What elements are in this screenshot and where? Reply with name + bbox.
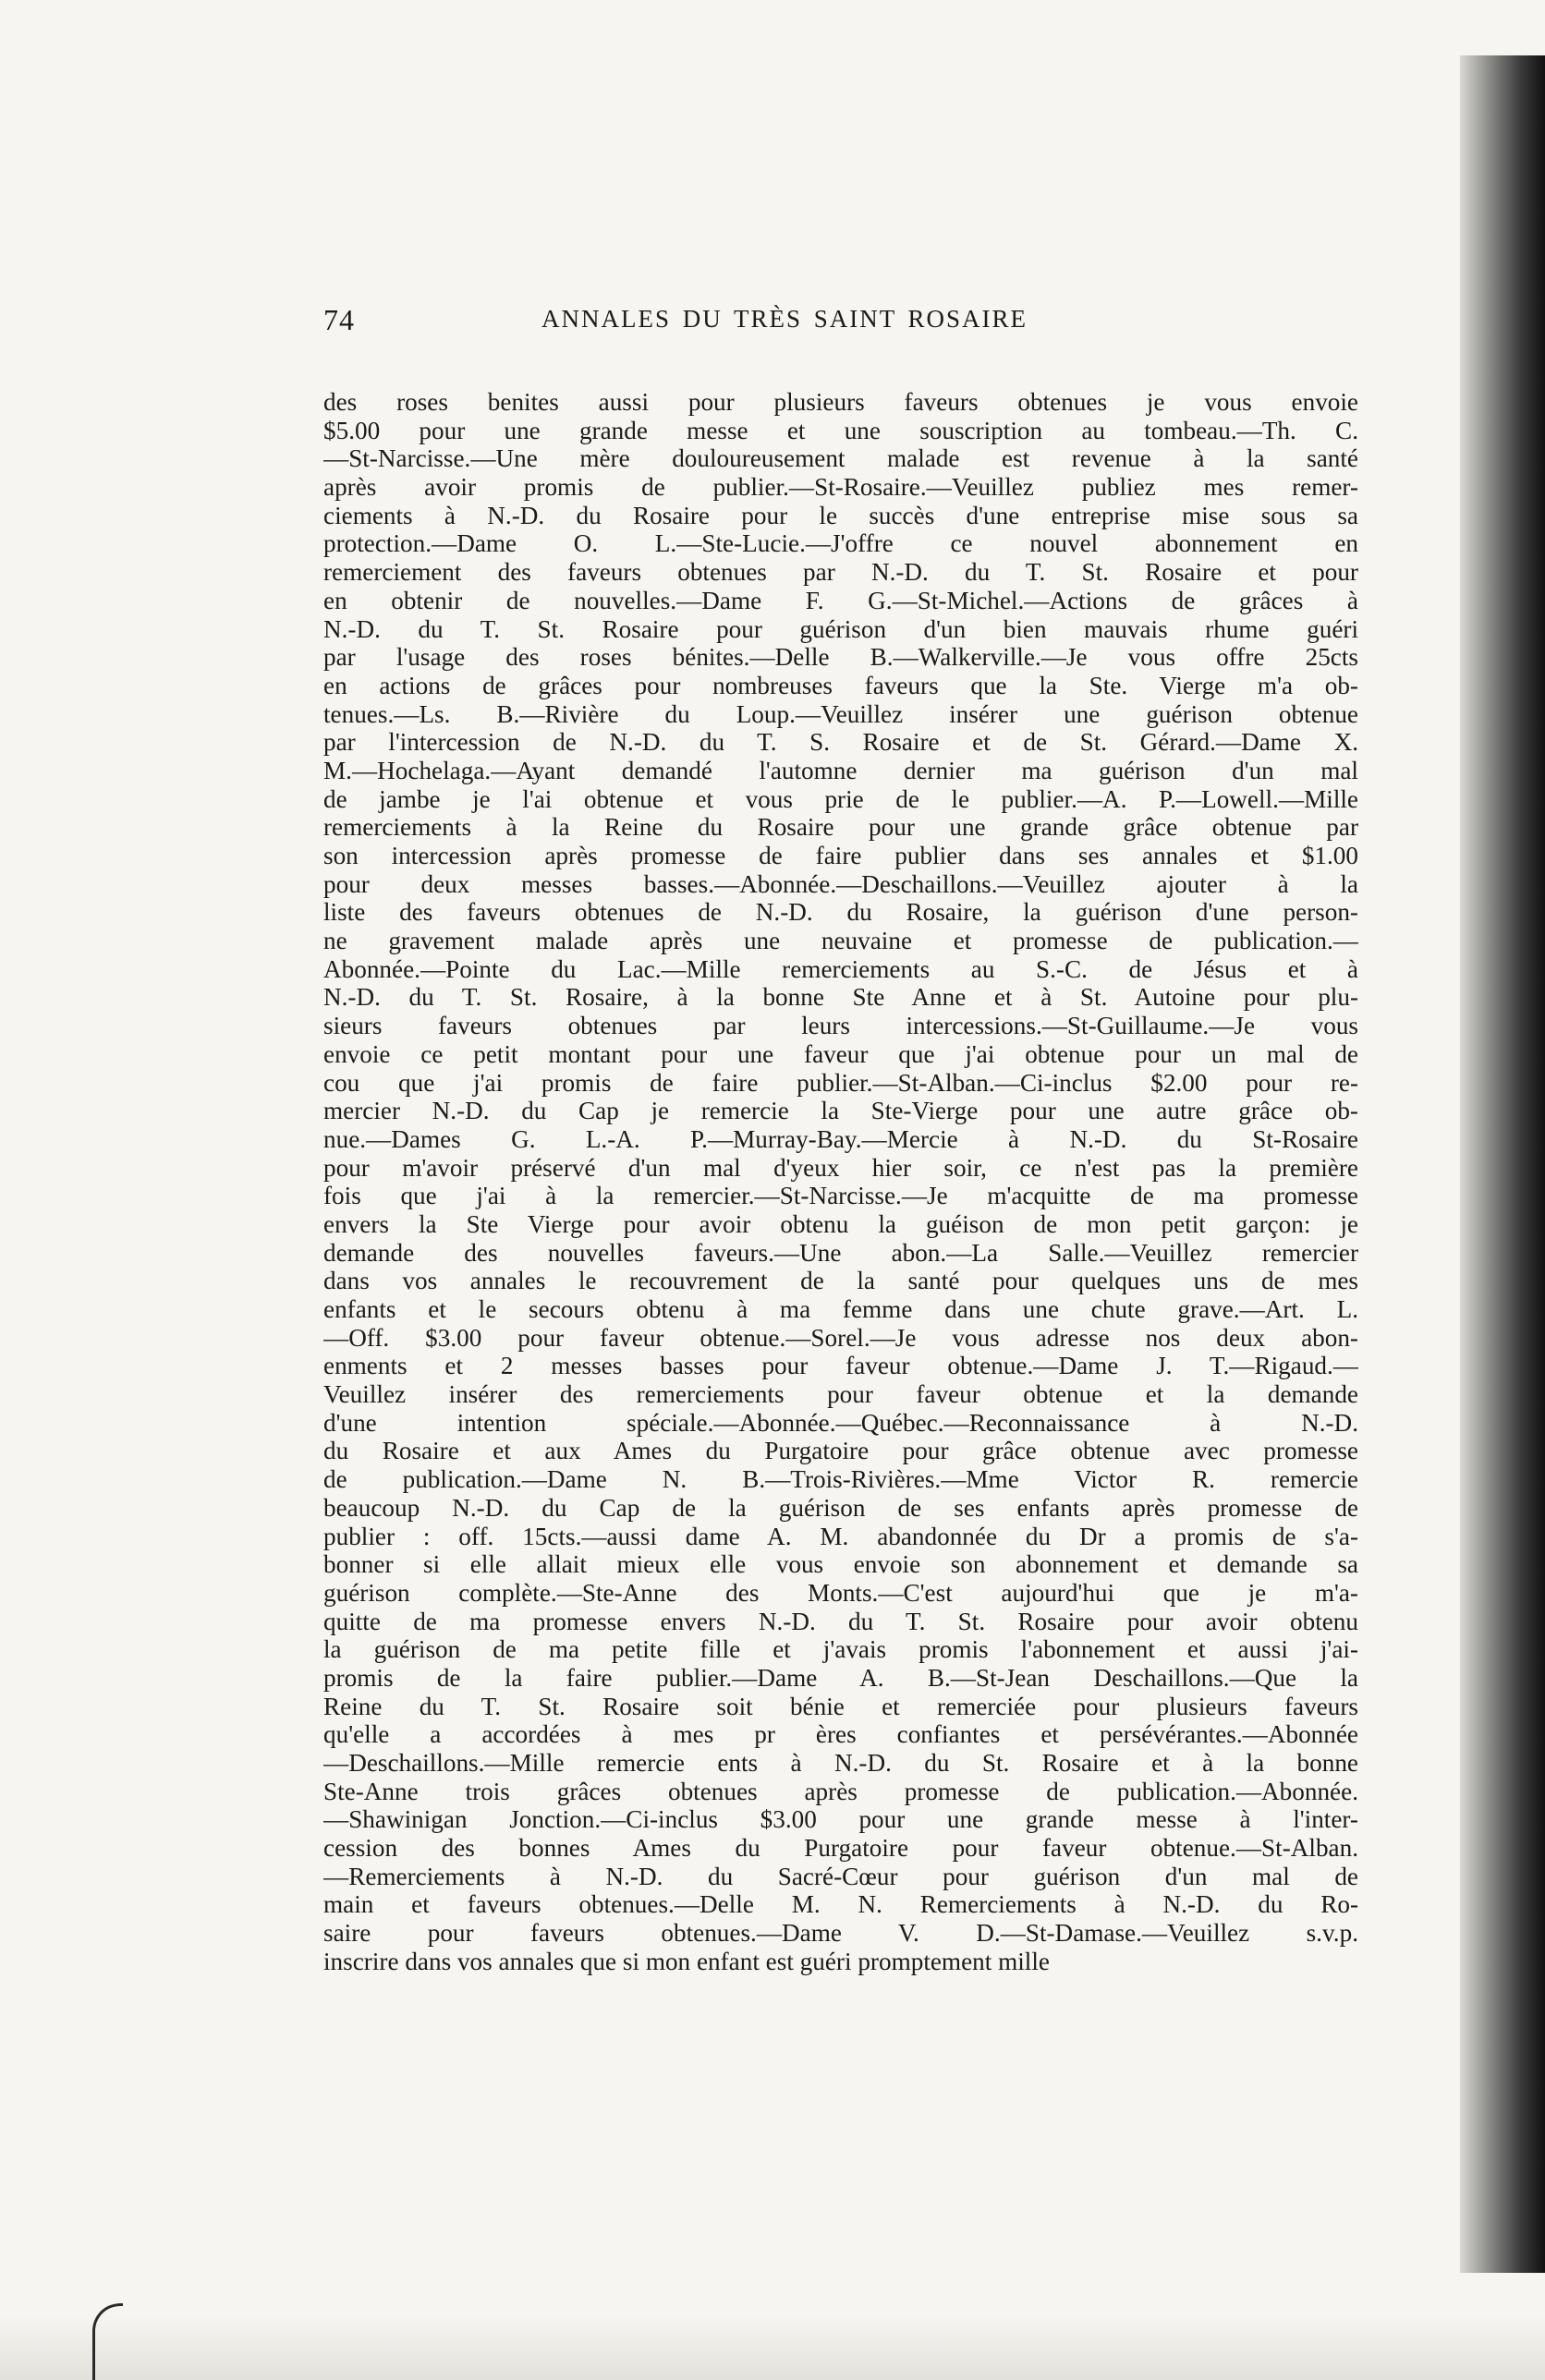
text-line: pour m'avoir préservé d'un mal d'yeux hier soir, ce n'est pas la première — [323, 1153, 1358, 1182]
text-line: nue.—Dames G. L.-A. P.—Murray-Bay.—Mercie à N.-D. du St-Rosaire — [323, 1124, 1358, 1153]
text-line: ne gravement malade après une neuvaine et promesse de publication.— — [323, 927, 1358, 955]
text-line: enfants et le secours obtenu à ma femme dans une chute grave.—Art. L. — [323, 1295, 1358, 1323]
page-header — [323, 303, 1174, 340]
text-line: par l'intercession de N.-D. du T. S. Rosaire et de St. Gérard.—Dame X. — [323, 728, 1358, 757]
text-line: mercier N.-D. du Cap je remercie la Ste-Vierge pour une autre grâce ob- — [323, 1097, 1358, 1125]
page-edge-shadow — [1460, 55, 1545, 2273]
text-line: ciements à N.-D. du Rosaire pour le succès d'une entreprise mise sous sa — [323, 501, 1358, 529]
text-line: —Deschaillons.—Mille remercie ents à N.-D. du St. Rosaire et à la bonne — [323, 1749, 1358, 1777]
text-line: après avoir promis de publier.—St-Rosaire.—Veuillez publiez mes remer- — [323, 473, 1358, 502]
text-line: remerciements à la Reine du Rosaire pour une grande grâce obtenue par — [323, 813, 1358, 842]
text-line: qu'elle a accordées à mes pr ères confiantes et persévérantes.—Abonnée — [323, 1720, 1358, 1749]
text-line: envoie ce petit montant pour une faveur que j'ai obtenue pour un mal de — [323, 1039, 1358, 1068]
text-line: d'une intention spéciale.—Abonnée.—Québec.—Reconnaissance à N.-D. — [323, 1408, 1358, 1437]
text-line: liste des faveurs obtenues de N.-D. du Rosaire, la guérison d'une person- — [323, 898, 1358, 927]
page-number: 74 — [323, 303, 355, 336]
text-line: la guérison de ma petite fille et j'avais promis l'abonnement et aussi j'ai- — [323, 1635, 1358, 1664]
text-line: publier : off. 15cts.—aussi dame A. M. abandonnée du Dr a promis de s'a- — [323, 1522, 1358, 1550]
text-line: dans vos annales le recouvrement de la santé pour quelques uns de mes — [323, 1267, 1358, 1295]
text-line: N.-D. du T. St. Rosaire pour guérison d'un bien mauvais rhume guéri — [323, 614, 1358, 643]
text-line: cou que j'ai promis de faire publier.—St-Alban.—Ci-inclus $2.00 pour re- — [323, 1068, 1358, 1097]
text-line: —Off. $3.00 pour faveur obtenue.—Sorel.—Je vous adresse nos deux abon- — [323, 1323, 1358, 1352]
text-line: de publication.—Dame N. B.—Trois-Rivières.—Mme Victor R. remercie — [323, 1465, 1358, 1494]
text-line: Abonnée.—Pointe du Lac.—Mille remerciements au S.-C. de Jésus et à — [323, 954, 1358, 983]
text-line: des roses benites aussi pour plusieurs faveurs obtenues je vous envoie — [323, 388, 1358, 416]
text-line: en actions de grâces pour nombreuses faveurs que la Ste. Vierge m'a ob- — [323, 671, 1358, 699]
text-line: protection.—Dame O. L.—Ste-Lucie.—J'offre ce nouvel abonnement en — [323, 529, 1358, 558]
text-line: envers la Ste Vierge pour avoir obtenu la guéison de mon petit garçon: je — [323, 1209, 1358, 1238]
text-line: $5.00 pour une grande messe et une souscription au tombeau.—Th. C. — [323, 416, 1358, 444]
running-title: ANNALES DU TRÈS SAINT ROSAIRE — [541, 305, 1028, 333]
text-line: son intercession après promesse de faire publier dans ses annales et $1.00 — [323, 842, 1358, 869]
text-line: pour deux messes basses.—Abonnée.—Deschaillons.—Veuillez ajouter à la — [323, 869, 1358, 898]
text-line: M.—Hochelaga.—Ayant demandé l'automne dernier ma guérison d'un mal — [323, 756, 1358, 784]
text-line: quitte de ma promesse envers N.-D. du T. St. Rosaire pour avoir obtenu — [323, 1607, 1358, 1635]
text-line: en obtenir de nouvelles.—Dame F. G.—St-Michel.—Actions de grâces à — [323, 586, 1358, 614]
text-line: —Remerciements à N.-D. du Sacré-Cœur pour guérison d'un mal de — [323, 1862, 1358, 1890]
text-line: bonner si elle allait mieux elle vous envoie son abonnement et demande sa — [323, 1550, 1358, 1579]
text-line: beaucoup N.-D. du Cap de la guérison de ses enfants après promesse de — [323, 1493, 1358, 1522]
text-line: main et faveurs obtenues.—Delle M. N. Remerciements à N.-D. du Ro- — [323, 1890, 1358, 1919]
text-line: du Rosaire et aux Ames du Purgatoire pour grâce obtenue avec promesse — [323, 1437, 1358, 1465]
text-line: fois que j'ai à la remercier.—St-Narcisse.—Je m'acquitte de ma promesse — [323, 1182, 1358, 1210]
text-line: demande des nouvelles faveurs.—Une abon.—La Salle.—Veuillez remercier — [323, 1238, 1358, 1267]
text-line: Veuillez insérer des remerciements pour faveur obtenue et la demande — [323, 1380, 1358, 1409]
text-line: guérison complète.—Ste-Anne des Monts.—C'est aujourd'hui que je m'a- — [323, 1578, 1358, 1607]
text-line: saire pour faveurs obtenues.—Dame V. D.—St-Damase.—Veuillez s.v.p. — [323, 1919, 1358, 1948]
text-line: promis de la faire publier.—Dame A. B.—St-Jean Deschaillons.—Que la — [323, 1663, 1358, 1692]
text-line: tenues.—Ls. B.—Rivière du Loup.—Veuillez insérer une guérison obtenue — [323, 699, 1358, 728]
text-line: N.-D. du T. St. Rosaire, à la bonne Ste Anne et à St. Autoine pour plu- — [323, 983, 1358, 1012]
text-line: —Shawinigan Jonction.—Ci-inclus $3.00 pour une grande messe à l'inter- — [323, 1805, 1358, 1834]
text-line: sieurs faveurs obtenues par leurs intercessions.—St-Guillaume.—Je vous — [323, 1012, 1358, 1040]
text-line: par l'usage des roses bénites.—Delle B.—Walkerville.—Je vous offre 25cts — [323, 643, 1358, 672]
text-line: de jambe je l'ai obtenue et vous prie de le publier.—A. P.—Lowell.—Mille — [323, 784, 1358, 813]
body-text — [323, 388, 1358, 1976]
text-line: —St-Narcisse.—Une mère douloureusement malade est revenue à la santé — [323, 444, 1358, 473]
bottom-shadow — [0, 2315, 1545, 2380]
text-line: remerciement des faveurs obtenues par N.-D. du T. St. Rosaire et pour — [323, 558, 1358, 587]
text-line: Reine du T. St. Rosaire soit bénie et remerciée pour plusieurs faveurs — [323, 1692, 1358, 1720]
text-line: cession des bonnes Ames du Purgatoire pour faveur obtenue.—St-Alban. — [323, 1834, 1358, 1863]
text-line: enments et 2 messes basses pour faveur obtenue.—Dame J. T.—Rigaud.— — [323, 1352, 1358, 1380]
text-line: inscrire dans vos annales que si mon enfant est guéri promptement mille — [323, 1947, 1050, 1975]
margin-mark — [92, 2303, 123, 2380]
text-line: Ste-Anne trois grâces obtenues après promesse de publication.—Abonnée. — [323, 1777, 1358, 1805]
